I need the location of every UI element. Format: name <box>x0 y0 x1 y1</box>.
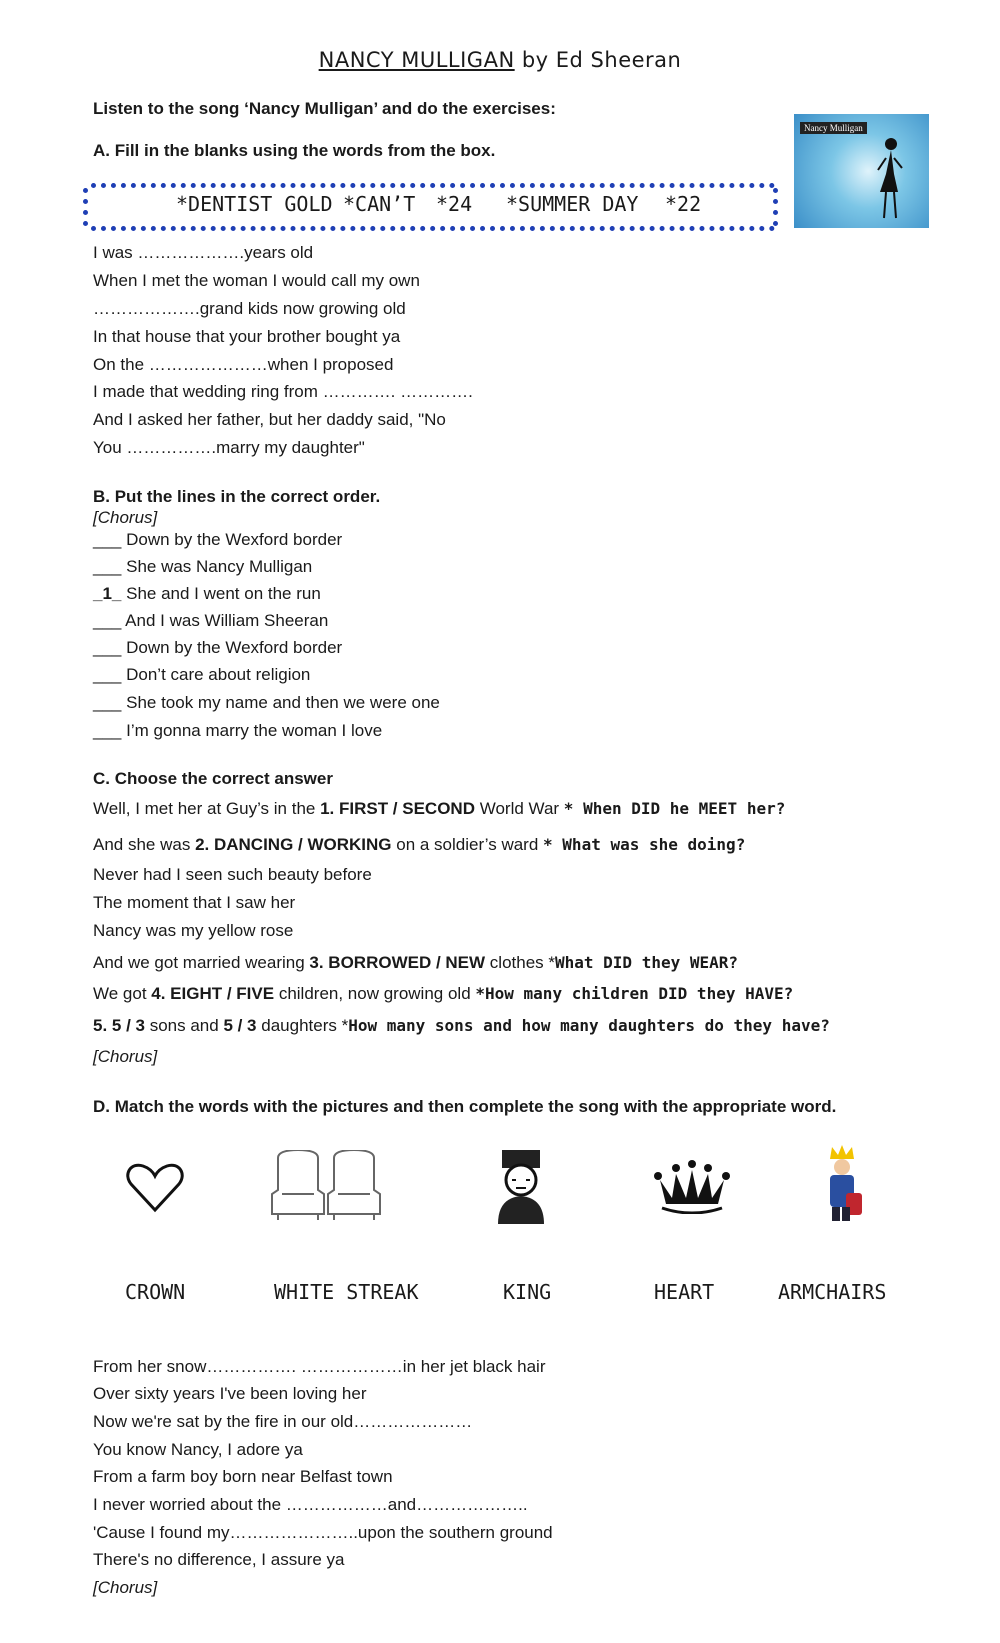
choice-text: World War <box>475 799 564 818</box>
dancer-silhouette-icon <box>794 114 929 228</box>
lyric-line: Now we're sat by the fire in our old………………… <box>93 1412 473 1431</box>
section-c-heading: C. Choose the correct answer <box>93 769 333 788</box>
chorus-label: [Chorus] <box>93 508 158 527</box>
order-text: Down by the Wexford border <box>126 638 343 657</box>
word-box-item: *CAN’T <box>343 192 416 216</box>
chorus-label: [Chorus] <box>93 1578 158 1597</box>
order-item <box>93 721 382 741</box>
order-text: I’m gonna marry the woman I love <box>126 721 383 740</box>
match-label-white-streak[interactable]: WHITE STREAK <box>274 1280 419 1304</box>
choice-text: daughters * <box>256 1016 349 1035</box>
choice-options[interactable]: 3. BORROWED / NEW <box>309 953 486 972</box>
order-blank[interactable]: ___ <box>93 721 122 740</box>
choice-line-2 <box>93 835 745 855</box>
order-blank[interactable]: ___ <box>93 693 122 712</box>
order-item <box>93 530 342 550</box>
choice-options[interactable]: 4. EIGHT / FIVE <box>151 984 275 1003</box>
choice-question: *How many children DID they HAVE? <box>475 984 794 1003</box>
choice-options[interactable]: 5 / 3 <box>223 1016 257 1035</box>
choice-line-1 <box>93 799 785 819</box>
choice-line-4 <box>93 984 793 1004</box>
match-label-crown[interactable]: CROWN <box>125 1280 186 1304</box>
queen-portrait-icon <box>494 1150 548 1224</box>
cover-label: Nancy Mulligan <box>800 122 867 134</box>
choice-text: sons and <box>144 1016 224 1035</box>
order-blank[interactable]: ___ <box>93 530 122 549</box>
order-text: Don’t care about religion <box>126 665 311 684</box>
lyric-line: ……………….grand kids now growing old <box>93 299 406 318</box>
word-box-item: *22 <box>665 192 702 216</box>
lyric-line: And I asked her father, but her daddy said, "No <box>93 410 446 429</box>
order-text: Down by the Wexford border <box>126 530 343 549</box>
choice-question: How many sons and how many daughters do they have? <box>348 1016 830 1035</box>
order-item <box>93 665 310 685</box>
choice-question: * What was she doing? <box>543 835 746 854</box>
order-item <box>93 638 342 658</box>
lyric-line: Nancy was my yellow rose <box>93 921 294 940</box>
choice-text: children, now growing old <box>274 984 476 1003</box>
page-title <box>0 48 1000 72</box>
lyric-line: I never worried about the ………………and……………….. <box>93 1495 528 1514</box>
order-blank[interactable]: ___ <box>93 665 122 684</box>
match-label-king[interactable]: KING <box>503 1280 552 1304</box>
choice-text: on a soldier’s ward <box>391 835 544 854</box>
order-blank[interactable]: ___ <box>93 557 122 576</box>
word-box-item: *SUMMER DAY <box>506 192 639 216</box>
choice-text: And we got married wearing <box>93 953 310 972</box>
choice-options[interactable]: 2. DANCING / WORKING <box>195 835 392 854</box>
chorus-label: [Chorus] <box>93 1047 158 1066</box>
lyric-line: I made that wedding ring from …………. …………. <box>93 382 473 401</box>
song-artist: by Ed Sheeran <box>521 48 682 72</box>
album-cover <box>794 114 929 228</box>
order-text: She and I went on the run <box>126 584 321 603</box>
song-title: NANCY MULLIGAN <box>318 48 515 72</box>
king-icon <box>818 1145 866 1223</box>
order-blank[interactable]: ___ <box>93 638 122 657</box>
section-d-heading: D. Match the words with the pictures and then complete the song with the appropriate word. <box>93 1097 837 1116</box>
choice-text: Well, I met her at Guy’s in the <box>93 799 321 818</box>
match-label-armchairs[interactable]: ARMCHAIRS <box>778 1280 887 1304</box>
heart-icon <box>125 1160 185 1216</box>
crown-icon <box>652 1160 732 1214</box>
choice-question: What DID they WEAR? <box>555 953 739 972</box>
lyric-line: There's no difference, I assure ya <box>93 1550 345 1569</box>
choice-options[interactable]: 5. 5 / 3 <box>93 1016 145 1035</box>
lyric-line: From a farm boy born near Belfast town <box>93 1467 393 1486</box>
order-item <box>93 557 312 577</box>
lyric-line: 'Cause I found my…………………..upon the southern ground <box>93 1523 553 1542</box>
armchairs-icon <box>268 1150 388 1222</box>
order-item <box>93 611 328 631</box>
order-item <box>93 584 321 604</box>
order-text: And I was William Sheeran <box>125 611 329 630</box>
lyric-line: In that house that your brother bought ya <box>93 327 401 346</box>
choice-text: We got <box>93 984 152 1003</box>
lyric-line: Never had I seen such beauty before <box>93 865 372 884</box>
order-blank[interactable]: ___ <box>93 611 122 630</box>
section-b-heading: B. Put the lines in the correct order. <box>93 487 381 506</box>
order-item <box>93 693 440 713</box>
choice-text: clothes * <box>485 953 555 972</box>
order-text: She took my name and then we were one <box>126 693 440 712</box>
lyric-line: I was ……………….years old <box>93 243 314 262</box>
choice-line-3 <box>93 953 738 973</box>
choice-options[interactable]: 1. FIRST / SECOND <box>320 799 475 818</box>
order-text: She was Nancy Mulligan <box>126 557 313 576</box>
lyric-line: From her snow……………. ………………in her jet black hair <box>93 1357 546 1376</box>
section-a-heading: A. Fill in the blanks using the words from the box. <box>93 141 496 160</box>
order-blank[interactable]: _1_ <box>93 584 122 603</box>
choice-question: * When DID he MEET her? <box>563 799 786 818</box>
word-box-item: *DENTIST GOLD <box>176 192 333 216</box>
lyric-line: You know Nancy, I adore ya <box>93 1440 303 1459</box>
word-box-item: *24 <box>436 192 473 216</box>
lyric-line: On the …………………when I proposed <box>93 355 394 374</box>
lyric-line: The moment that I saw her <box>93 893 296 912</box>
match-label-heart[interactable]: HEART <box>654 1280 715 1304</box>
intro-instruction: Listen to the song ‘Nancy Mulligan’ and do the exercises: <box>93 99 556 118</box>
lyric-line: When I met the woman I would call my own <box>93 271 420 290</box>
choice-line-5 <box>93 1016 830 1036</box>
lyric-line: Over sixty years I've been loving her <box>93 1384 367 1403</box>
word-box <box>91 183 775 231</box>
choice-text: And she was <box>93 835 196 854</box>
lyric-line: You …………….marry my daughter" <box>93 438 365 457</box>
